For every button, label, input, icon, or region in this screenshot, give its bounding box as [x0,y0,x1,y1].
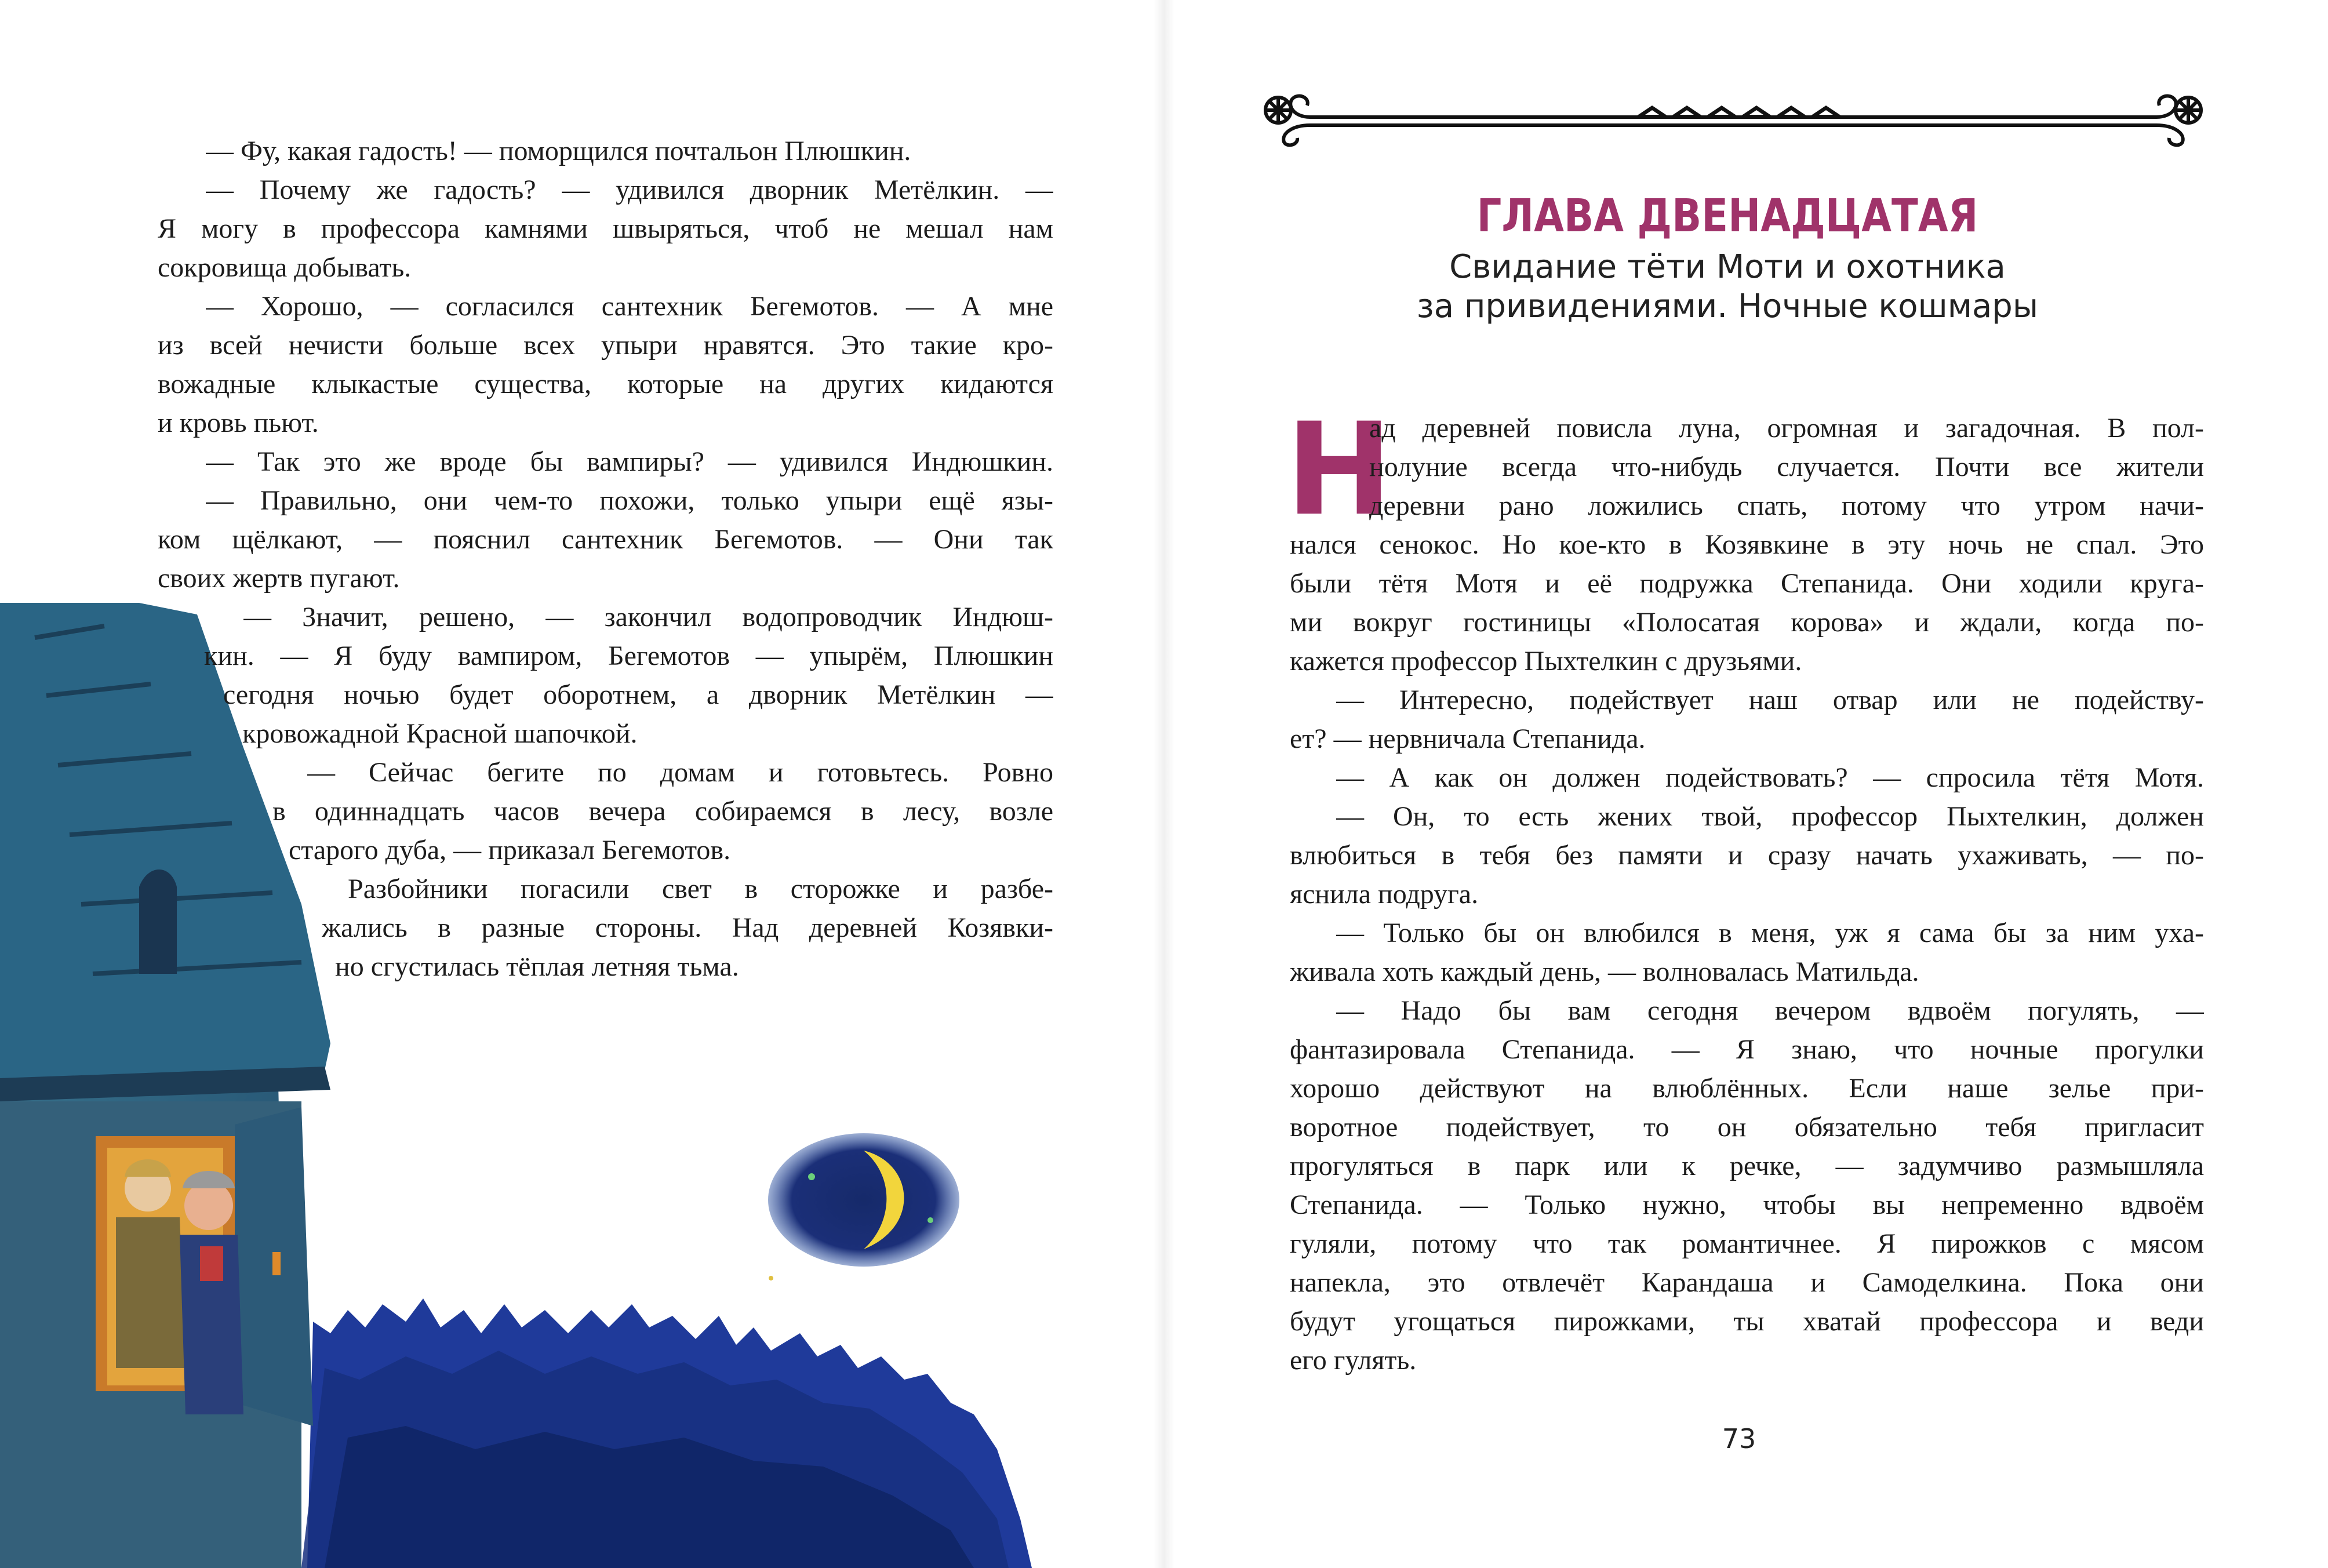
text-line: прогуляться в парк или к речке, — задумчиво размышляла [1290,1151,2204,1181]
text-line: своих жертв пугают. [158,563,400,594]
moon [768,1133,959,1280]
text-line: сегодня ночью будет оборотнем, а дворник Метёлкин — [223,679,1053,710]
text-line: — Фу, какая гадость! — поморщился почтальон Плюшкин. [206,136,911,166]
text-line: воротное подействует, то он обязательно тебя пригласит [1290,1112,2204,1143]
text-line: кажется профессор Пыхтелкин с друзьями. [1290,646,1802,676]
text-line: Я могу в профессора камнями швыряться, чтоб не мешал нам [158,213,1053,244]
text-line: напекла, это отвлечёт Карандаша и Самоделкина. Пока они [1290,1267,2204,1298]
text-line: хорошо действуют на влюблённых. Если наше зелье при- [1290,1073,2204,1104]
text-line: — Хорошо, — согласился сантехник Бегемотов. — А мне [206,291,1053,322]
chapter-header-ornament [1252,87,2214,151]
text-line: ад деревней повисла луна, огромная и загадочная. В пол- [1369,413,2204,443]
text-line: — Только бы он влюбился в меня, уж я сама бы за ним уха- [1336,918,2204,948]
text-line: из всей нечисти больше всех упыри нравятся. Это такие кро- [158,330,1053,361]
text-line: и кровь пьют. [158,408,319,438]
text-line: — Он, то есть жених твой, профессор Пыхтелкин, должен [1336,801,2204,832]
text-line: — Правильно, они чем-то похожи, только упыри ещё язы- [206,485,1053,516]
chapter-subtitle-line: Свидание тёти Моти и охотника [1449,248,2006,286]
text-line: жались в разные стороны. Над деревней Козявки- [322,912,1053,943]
text-line: — Надо бы вам сегодня вечером вдвоём погулять, — [1336,995,2204,1026]
text-line: ми вокруг гостиницы «Полосатая корова» и ждали, когда по- [1290,607,2204,638]
text-line: ет? — нервничала Степанида. [1290,723,1646,754]
text-line: были тётя Мотя и её подружка Степанида. Они ходили круга- [1290,568,2204,599]
chapter-subtitle-line: за привидениями. Ночные кошмары [1416,288,2039,325]
text-line: — Так это же вроде бы вампиры? — удивился Индюшкин. [206,446,1053,477]
text-line: ком щёлкают, — пояснил сантехник Бегемотов. — Они так [158,524,1053,555]
text-line: яснила подруга. [1290,879,1479,909]
page-number: 73 [1722,1423,1756,1454]
text-line: фантазировала Степанида. — Я знаю, что ночные прогулки [1290,1034,2204,1065]
text-line: влюбиться в тебя без памяти и сразу начать ухаживать, — по- [1290,840,2204,871]
text-line: вожадные клыкастые существа, которые на других кидаются [158,369,1053,399]
text-line: — Интересно, подействует наш отвар или не подейству- [1336,685,2204,715]
text-line: в одиннадцать часов вечера собираемся в лесу, возле [272,796,1053,827]
text-line: старого дуба, — приказал Бегемотов. [289,835,731,865]
text-line: но сгустилась тёплая летняя тьма. [335,951,739,982]
text-line: — Почему же гадость? — удивился дворник Метёлкин. — [206,174,1053,205]
text-line: Разбойники погасили свет в сторожке и разбе- [348,874,1053,904]
text-line: будут угощаться пирожками, ты хватай профессора и веди [1290,1306,2204,1337]
chapter-title: ГЛАВА ДВЕНАДЦАТАЯ [1476,190,1978,242]
text-line: — А как он должен подействовать? — спросила тётя Мотя. [1336,762,2204,793]
text-line: гуляли, потому что так романтичнее. Я пирожков с мясом [1290,1228,2204,1259]
text-line: живала хоть каждый день, — волновалась Матильда. [1290,956,1919,987]
drop-cap-letter: Н [1286,395,1393,544]
text-line: — Сейчас бегите по домам и готовьтесь. Ровно [307,757,1053,788]
forest-treeline [301,1298,1032,1568]
text-line: — Значит, решено, — закончил водопроводчик Индюш- [243,602,1053,632]
text-line: нолуние всегда что-нибудь случается. Почти все жители [1369,452,2204,482]
text-line: его гулять. [1290,1345,1417,1376]
text-line: нался сенокос. Но кое-кто в Козявкине в эту ночь не спал. Это [1290,529,2204,560]
text-line: сокровища добывать. [158,252,412,283]
text-line: деревни рано ложились спать, потому что утром начи- [1369,490,2204,521]
text-line: кровожадной Красной шапочкой. [242,718,638,749]
text-line: Степанида. — Только нужно, чтобы вы непременно вдвоём [1290,1189,2204,1220]
text-line: кин. — Я буду вампиром, Бегемотов — упырём, Плюшкин [204,641,1053,671]
